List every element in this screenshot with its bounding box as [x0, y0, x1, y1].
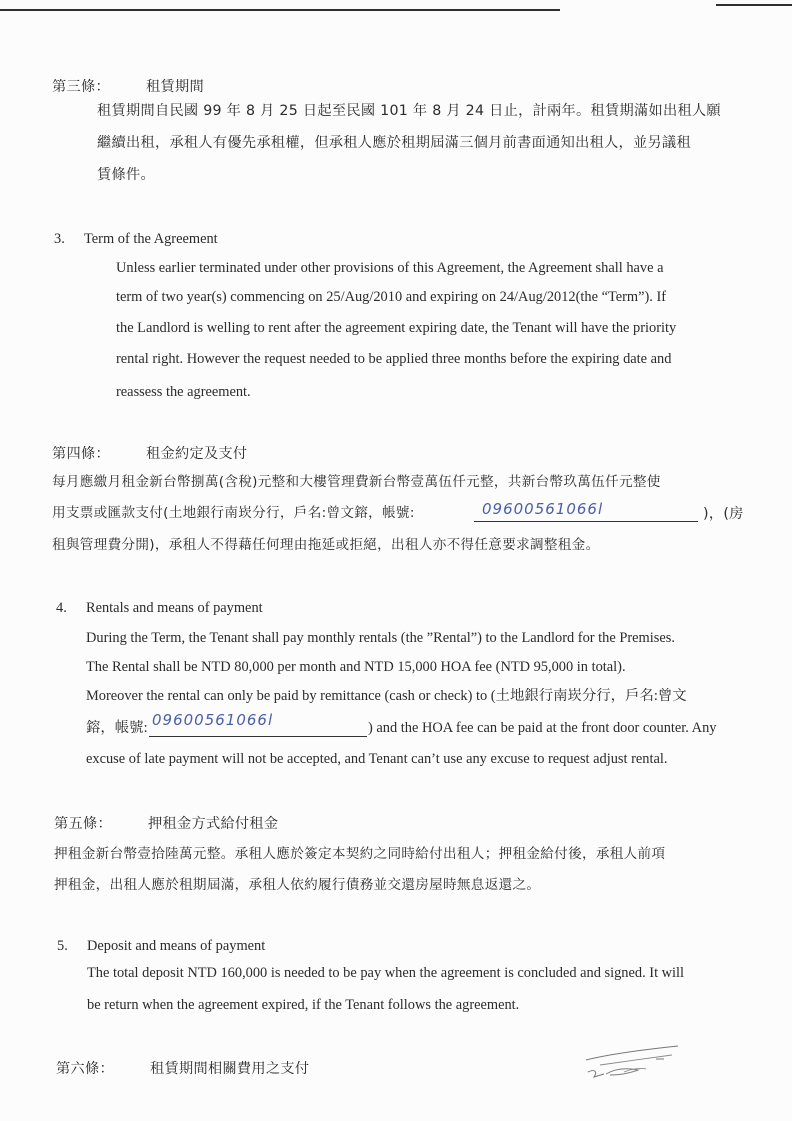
article3-en-line: term of two year(s) commencing on 25/Aug/2010 and expiring on 24/Aug/2012(the “Term”). If [116, 289, 667, 305]
article5-zh-line: 押租金，出租人應於租期屆滿，承租人依約履行債務並交還房屋時無息返還之。 [54, 877, 541, 893]
article3-en-line: the Landlord is welling to rent after the agreement expiring date, the Tenant will have the priority [116, 320, 677, 336]
article4-en-line: 鎔，帳號: [86, 720, 148, 736]
article6-heading-title: 租賃期間相關費用之支付 [150, 1061, 310, 1077]
article3-en-line: reassess the agreement. [116, 384, 251, 400]
article5-en-title: Deposit and means of payment [87, 938, 266, 954]
article4-en-line: Moreover the rental can only be paid by remittance (cash or check) to (土地銀行南崁分行，戶名:曾文 [86, 688, 687, 704]
article5-zh-line: 押租金新台幣壹拾陸萬元整。承租人應於簽定本契約之同時給付出租人；押租金給付後，承租人前項 [54, 846, 666, 862]
article4-en-line: ) and the HOA fee can be paid at the front door counter. Any [368, 720, 717, 736]
article4-heading-number: 第四條： [52, 446, 110, 462]
article4-zh-handwritten-account: 09600561066l [482, 500, 604, 518]
article5-en-number: 5. [57, 938, 68, 954]
article3-en-number: 3. [54, 231, 65, 247]
article3-en-line: rental right. However the request needed to be applied three months before the expiring date and [116, 351, 672, 367]
article4-en-line: excuse of late payment will not be accepted, and Tenant can’t use any excuse to request adjust rental. [86, 751, 668, 767]
article3-heading-title: 租賃期間 [146, 79, 204, 95]
scan-top-rule [0, 9, 560, 11]
article5-en-line: be return when the agreement expired, if the Tenant follows the agreement. [87, 997, 520, 1013]
article4-zh-line: 每月應繳月租金新台幣捌萬(含稅)元整和大樓管理費新台幣壹萬伍仟元整，共新台幣玖萬伍仟元整使 [52, 474, 661, 490]
article4-zh-line: )，(房 [703, 506, 744, 522]
article3-zh-line: 賃條件。 [97, 167, 155, 183]
handwritten-signature [580, 1038, 685, 1083]
article5-heading-title: 押租金方式給付租金 [148, 816, 279, 832]
article3-zh-line: 繼續出租，承租人有優先承租權，但承租人應於租期屆滿三個月前書面通知出租人，並另議租 [97, 135, 691, 151]
article4-en-line: The Rental shall be NTD 80,000 per month and NTD 15,000 HOA fee (NTD 95,000 in total). [86, 659, 626, 675]
article5-heading-number: 第五條： [54, 816, 112, 832]
article4-heading-title: 租金約定及支付 [146, 446, 248, 462]
article4-zh-line: 租與管理費分開)，承租人不得藉任何理由拖延或拒絕，出租人亦不得任意要求調整租金。 [52, 537, 600, 553]
article5-en-line: The total deposit NTD 160,000 is needed to be pay when the agreement is concluded and signed. It will [87, 965, 685, 981]
article6-heading-number: 第六條： [56, 1061, 114, 1077]
article4-en-line: During the Term, the Tenant shall pay monthly rentals (the ”Rental”) to the Landlord for the Premises. [86, 630, 675, 646]
article3-heading-number: 第三條： [52, 79, 110, 95]
article4-en-title: Rentals and means of payment [86, 600, 263, 616]
scan-top-rule-right [716, 4, 792, 6]
article4-en-handwritten-account: 09600561066l [152, 711, 274, 729]
article3-zh-line: 租賃期間自民國 99 年 8 月 25 日起至民國 101 年 8 月 24 日止，計兩年。租賃期滿如出租人願 [97, 103, 721, 119]
article3-en-title: Term of the Agreement [84, 231, 218, 247]
article4-zh-account-underline [474, 521, 698, 522]
article4-en-number: 4. [56, 600, 67, 616]
article3-en-line: Unless earlier terminated under other provisions of this Agreement, the Agreement shall have a [116, 260, 664, 276]
article4-en-account-underline [149, 736, 367, 737]
article4-zh-line: 用支票或匯款支付(土地銀行南崁分行，戶名:曾文鎔，帳號: [52, 505, 415, 521]
